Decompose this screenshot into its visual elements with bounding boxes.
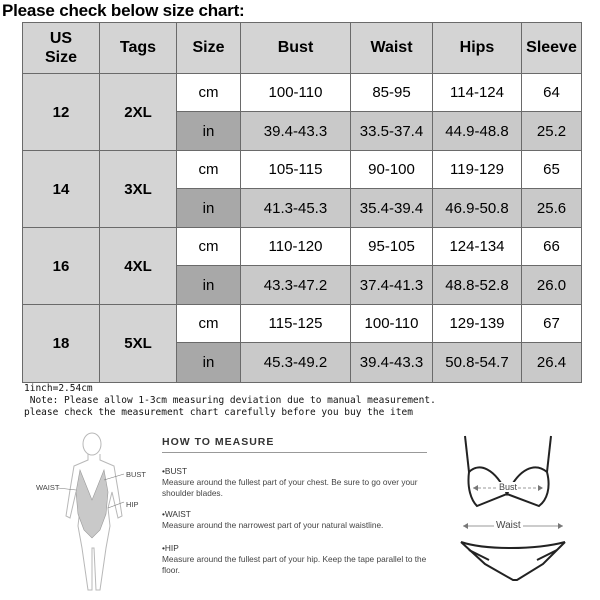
sleeve-cell: 25.6 — [522, 189, 582, 228]
header-sleeve: Sleeve — [522, 23, 582, 74]
bust-title: •BUST — [162, 466, 188, 476]
hips-cell: 48.8-52.8 — [433, 266, 522, 305]
waist-instructions — [162, 509, 442, 531]
header-tags: Tags — [100, 23, 177, 74]
bust-text: Measure around the fullest part of your chest. Be sure to go over your shoulder blades. — [162, 477, 418, 498]
size-chart-table — [22, 22, 582, 383]
bust-cell: 43.3-47.2 — [241, 266, 351, 305]
hips-cell: 114-124 — [433, 74, 522, 112]
table-row — [23, 305, 582, 343]
sleeve-cell: 26.0 — [522, 266, 582, 305]
waist-cell: 95-105 — [351, 228, 433, 266]
bra-illustration — [455, 432, 565, 514]
figure-hip-label: HIP — [126, 500, 139, 509]
sleeve-cell: 67 — [522, 305, 582, 343]
hips-cell: 119-129 — [433, 151, 522, 189]
us-size-cell: 16 — [23, 228, 100, 305]
header-row — [23, 23, 582, 74]
body-figure-illustration — [30, 430, 160, 600]
page-title: Please check below size chart: — [2, 1, 245, 20]
bust-cell: 41.3-45.3 — [241, 189, 351, 228]
unit-cell: in — [177, 112, 241, 151]
hips-cell: 44.9-48.8 — [433, 112, 522, 151]
sleeve-cell: 26.4 — [522, 343, 582, 383]
unit-cell: cm — [177, 74, 241, 112]
bust-cell: 105-115 — [241, 151, 351, 189]
unit-cell: in — [177, 189, 241, 228]
unit-cell: cm — [177, 151, 241, 189]
hips-cell: 50.8-54.7 — [433, 343, 522, 383]
hip-title: •HIP — [162, 543, 179, 553]
waist-title: •WAIST — [162, 509, 191, 519]
header-bust: Bust — [241, 23, 351, 74]
us-size-cell: 18 — [23, 305, 100, 383]
conversion-note: 1inch=2.54cm — [24, 383, 93, 394]
divider — [162, 452, 427, 453]
hips-cell: 129-139 — [433, 305, 522, 343]
bust-cell: 110-120 — [241, 228, 351, 266]
bust-cell: 100-110 — [241, 74, 351, 112]
measurement-notes — [24, 383, 436, 419]
bust-instructions — [162, 466, 442, 499]
unit-cell: in — [177, 343, 241, 383]
tag-cell: 3XL — [100, 151, 177, 228]
table-row — [23, 228, 582, 266]
hip-instructions — [162, 543, 442, 576]
check-chart-note: please check the measurement chart carefully before you buy the item — [24, 407, 413, 418]
panty-waist-label: Waist — [496, 520, 521, 531]
unit-cell: in — [177, 266, 241, 305]
hips-cell: 124-134 — [433, 228, 522, 266]
bust-cell: 39.4-43.3 — [241, 112, 351, 151]
panty-illustration — [455, 520, 575, 600]
bust-cell: 115-125 — [241, 305, 351, 343]
header-hips: Hips — [433, 23, 522, 74]
waist-cell: 35.4-39.4 — [351, 189, 433, 228]
unit-cell: cm — [177, 305, 241, 343]
sleeve-cell: 64 — [522, 74, 582, 112]
tag-cell: 5XL — [100, 305, 177, 383]
unit-cell: cm — [177, 228, 241, 266]
header-waist: Waist — [351, 23, 433, 74]
hips-cell: 46.9-50.8 — [433, 189, 522, 228]
sleeve-cell: 65 — [522, 151, 582, 189]
waist-text: Measure around the narrowest part of your natural waistline. — [162, 520, 384, 530]
table-row — [23, 151, 582, 189]
waist-cell: 33.5-37.4 — [351, 112, 433, 151]
waist-cell: 39.4-43.3 — [351, 343, 433, 383]
bust-cell: 45.3-49.2 — [241, 343, 351, 383]
deviation-note: Note: Please allow 1-3cm measuring deviation due to manual measurement. — [24, 395, 436, 406]
figure-bust-label: BUST — [126, 470, 147, 479]
sleeve-cell: 66 — [522, 228, 582, 266]
waist-cell: 85-95 — [351, 74, 433, 112]
header-size: Size — [177, 23, 241, 74]
how-to-measure-heading: HOW TO MEASURE — [162, 436, 275, 448]
us-size-cell: 14 — [23, 151, 100, 228]
bra-bust-label: Bust — [499, 482, 518, 492]
hip-text: Measure around the fullest part of your hip. Keep the tape parallel to the floor. — [162, 554, 427, 575]
waist-cell: 90-100 — [351, 151, 433, 189]
waist-cell: 37.4-41.3 — [351, 266, 433, 305]
figure-waist-label: WAIST — [36, 483, 60, 492]
waist-cell: 100-110 — [351, 305, 433, 343]
sleeve-cell: 25.2 — [522, 112, 582, 151]
tag-cell: 2XL — [100, 74, 177, 151]
tag-cell: 4XL — [100, 228, 177, 305]
us-size-cell: 12 — [23, 74, 100, 151]
table-row — [23, 74, 582, 112]
header-us-size: US Size — [23, 23, 100, 74]
